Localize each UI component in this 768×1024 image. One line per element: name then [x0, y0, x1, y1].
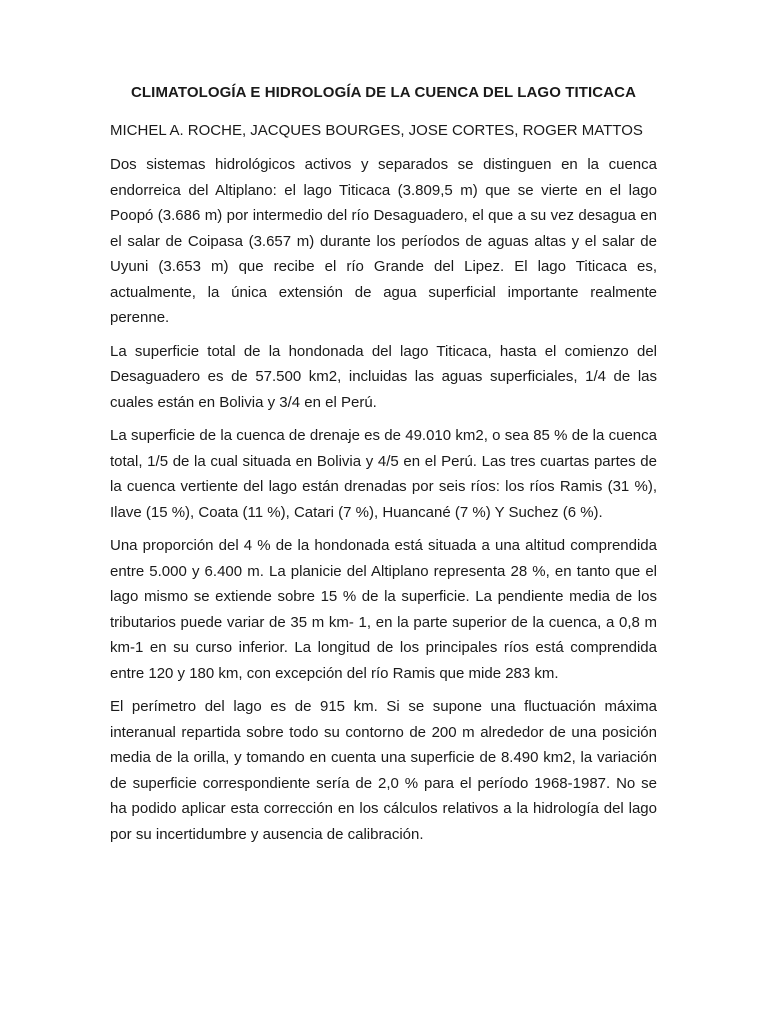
document-page: [110, 80, 657, 855]
document-title: CLIMATOLOGÍA E HIDROLOGÍA DE LA CUENCA DEL LAGO TITICACA: [130, 84, 637, 101]
paragraph-3: La superficie de la cuenca de drenaje es de 49.010 km2, o sea 85 % de la cuenca total, 1/5 de la cual situada en Bolivia y 4/5 en el Perú. Las tres cuartas partes de la cuenca vertiente del lago están drenadas por seis ríos: los ríos Ramis (31 %), Ilave (15 %), Coata (11 %), Catari (7 %), Huancané (7 %) Y Suchez (6 %).: [110, 427, 657, 521]
paragraph-1: Dos sistemas hidrológicos activos y separados se distinguen en la cuenca endorreica del Altiplano: el lago Titicaca (3.809,5 m) que se vierte en el lago Poopó (3.686 m) por intermedio del río Desaguadero, el que a su vez desagua en el salar de Coipasa (3.657 m) durante los períodos de aguas altas y el salar de Uyuni (3.653 m) que recibe el río Grande del Lipez. El lago Titicaca es, actualmente, la única extensión de agua superficial importante realmente perenne.: [110, 156, 657, 326]
paragraph-5: El perímetro del lago es de 915 km. Si se supone una fluctuación máxima interanual repartida sobre todo su contorno de 200 m alrededor de una posición media de la orilla, y tomando en cuenta una superficie de 8.490 km2, la variación de superficie correspondiente sería de 2,0 % para el período 1968-1987. No se ha podido aplicar esta corrección en los cálculos relativos a la hidrología del lago por su incertidumbre y ausencia de calibración.: [110, 698, 657, 843]
paragraph-4: Una proporción del 4 % de la hondonada está situada a una altitud comprendida entre 5.000 y 6.400 m. La planicie del Altiplano representa 28 %, en tanto que el lago mismo se extiende sobre 15 % de la superficie. La pendiente media de los tributarios puede variar de 35 m km- 1, en la parte superior de la cuenca, a 0,8 m km-1 en su curso inferior. La longitud de los principales ríos está comprendida entre 120 y 180 km, con excepción del río Ramis que mide 283 km.: [110, 537, 657, 682]
document-authors: MICHEL A. ROCHE, JACQUES BOURGES, JOSE CORTES, ROGER MATTOS: [110, 121, 643, 139]
paragraph-2: La superficie total de la hondonada del lago Titicaca, hasta el comienzo del Desaguadero es de 57.500 km2, incluidas las aguas superficiales, 1/4 de las cuales están en Bolivia y 3/4 en el Perú.: [110, 342, 657, 411]
